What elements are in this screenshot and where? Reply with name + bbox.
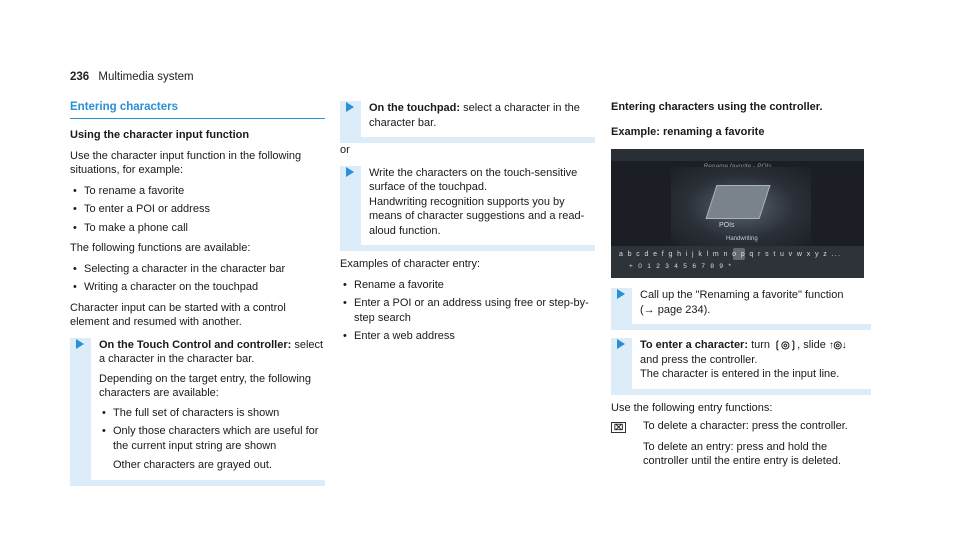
step-text: Call up the "Renaming a favorite" function [640,289,844,302]
column-2 [340,101,595,350]
list-item: • To rename a favorite [70,184,325,199]
delete-function [611,419,871,475]
step-text: select a character in the character bar. [99,338,324,366]
intro-text: Use the character input function in the following situations, for example: [70,149,302,177]
character-row-letters: a b c d e f g h i j k l m n o p q r s t u v w x y z ... [619,251,842,259]
list-item: • To make a phone call [70,221,325,236]
depending-text: Depending on the target entry, the following characters are available: [99,372,311,400]
step-text-2: Handwriting recognition supports you by means of character suggestions and a read-aloud function. [369,195,585,237]
list-item: • Enter a web address [340,329,595,344]
situations-list [70,184,325,236]
step-text: select a character in the character bar. [369,102,580,129]
screenshot-pois-label: POIs [719,222,735,230]
step-text-slide: , slide [797,339,829,352]
screenshot-image [611,149,864,278]
step-arrow-icon [76,339,84,349]
instruction-step [70,338,325,486]
delete-character-text: To delete a character: press the controller. [643,420,848,433]
control-text: Character input can be started with a control element and resumed with another. [70,301,286,329]
step-arrow-icon [617,289,625,299]
step-arrow-icon [346,102,354,112]
controller-turn-icon: ❲◎❳ [773,340,798,352]
header-title: Multimedia system [98,71,194,83]
step-text: Write the characters on the touch-sensitive surface of the touchpad. [369,166,578,194]
delete-icon: ⌧ [611,422,626,433]
instruction-step [611,338,871,395]
column-3 [611,100,871,475]
screenshot-status-bar [611,149,864,161]
functions-list [70,262,325,295]
step-label: On the touchpad: [369,102,461,114]
list-item: • Only those characters which are useful for the current input string are shown [99,424,325,453]
entry-functions-intro: Use the following entry functions: [611,401,773,414]
list-item: • Rename a favorite [340,278,595,293]
example-title: Example: renaming a favorite [611,125,765,138]
step-arrow-icon [617,339,625,349]
map-icon [705,185,770,219]
step-text-press: and press the controller. [640,353,758,366]
list-item: • The full set of characters is shown [99,406,325,421]
or-text: or [340,144,350,157]
list-item: • Enter a POI or an address using free or step-by-step search [340,296,595,325]
page-reference: (→ page 234). [640,303,711,316]
other-text: Other characters are grayed out. [113,459,272,472]
step-label: To enter a character: [640,339,749,352]
character-row-numbers: + 0 1 2 3 4 5 6 7 8 9 * [629,263,733,271]
section-title: Entering characters [70,100,325,119]
list-item: • Selecting a character in the character bar [70,262,325,277]
examples-list [340,278,595,344]
subsection-title: Entering characters using the controller. [611,101,823,113]
screenshot-handwriting-label: Handwriting [726,236,758,243]
list-item: • To enter a POI or address [70,202,325,217]
instruction-step [340,166,595,252]
characters-list [99,406,325,454]
page-number: 236 [70,71,90,83]
column-1 [70,100,325,492]
step-result: The character is entered in the input line. [640,368,840,381]
subsection-title: Using the character input function [70,129,250,142]
controller-slide-icon: ↑◎↓ [828,340,847,352]
instruction-step [611,288,871,330]
list-item: • Writing a character on the touchpad [70,280,325,295]
step-text-turn: turn [748,339,774,352]
functions-intro: The following functions are available: [70,242,251,255]
page-header [70,70,194,85]
instruction-step [340,101,595,143]
delete-entry-text: To delete an entry: press and hold the controller until the entire entry is deleted. [643,440,842,468]
examples-intro: Examples of character entry: [340,258,481,271]
step-arrow-icon [346,167,354,177]
step-label: On the Touch Control and controller: [99,338,292,351]
